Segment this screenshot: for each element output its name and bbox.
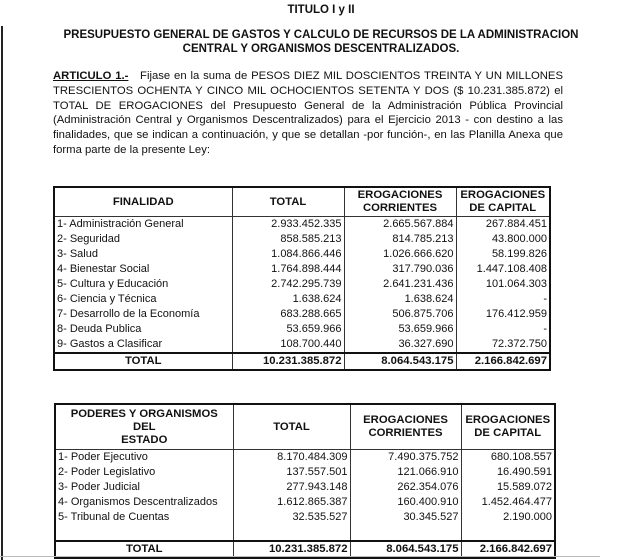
cell-corrientes: 7.490.375.752 [350, 450, 461, 466]
page-edge-rule [1, 26, 3, 560]
cell-name: 4- Bienestar Social [54, 262, 232, 277]
header-line: PODERES Y ORGANISMOS DEL [70, 407, 218, 433]
cell-name: 9- Gastos a Clasificar [54, 337, 232, 353]
header-erogaciones-corrientes [350, 404, 461, 450]
table-row [55, 480, 555, 495]
table-row [55, 495, 555, 510]
header-line: EROGACIONES [363, 414, 448, 426]
cell-total: 277.943.148 [233, 480, 350, 495]
cell-name: 2- Seguridad [54, 232, 232, 247]
cell-corrientes: 506.875.706 [344, 307, 456, 322]
cell-name: 3- Salud [54, 247, 232, 262]
cell-corrientes: 317.790.036 [344, 262, 456, 277]
header-line: DE CAPITAL [474, 427, 542, 439]
cell-name: 1- Poder Ejecutivo [55, 450, 233, 466]
page-bottom-rule [0, 556, 600, 557]
header-line: ESTADO [121, 433, 168, 446]
header-total: TOTAL [232, 187, 344, 217]
total-total: 10.231.385.872 [233, 541, 350, 558]
empty-cell [55, 525, 233, 541]
table-header-row [55, 404, 555, 450]
header-erogaciones-corrientes [344, 187, 456, 217]
finalidad-table [53, 186, 551, 371]
table-row [54, 262, 550, 277]
cell-capital: 101.064.303 [456, 277, 550, 292]
cell-total: 1.638.624 [232, 292, 344, 307]
cell-corrientes: 53.659.966 [344, 322, 456, 337]
cell-capital: 43.800.000 [456, 232, 550, 247]
table-row [54, 232, 550, 247]
document-subtitle [40, 28, 602, 56]
subtitle-line-1: PRESUPUESTO GENERAL DE GASTOS Y CALCULO DE RECURSOS DE LA ADMINISTRACION [63, 29, 579, 41]
cell-name: 8- Deuda Publica [54, 322, 232, 337]
cell-corrientes: 814.785.213 [344, 232, 456, 247]
cell-total: 53.659.966 [232, 322, 344, 337]
cell-total: 858.585.213 [232, 232, 344, 247]
empty-cell [233, 525, 350, 541]
table-row [54, 277, 550, 292]
cell-capital: 1.447.108.408 [456, 262, 550, 277]
cell-name: 1- Administración General [54, 217, 232, 233]
document-title: TITULO I y II [287, 4, 355, 16]
cell-total: 683.288.665 [232, 307, 344, 322]
cell-capital: 16.490.591 [461, 465, 555, 480]
table-row [54, 292, 550, 307]
total-corrientes: 8.064.543.175 [350, 541, 461, 558]
cell-name: 4- Organismos Descentralizados [55, 495, 233, 510]
article-label: ARTICULO 1.- [53, 70, 129, 82]
total-capital: 2.166.842.697 [461, 541, 555, 558]
table-row [55, 510, 555, 525]
table-row [54, 217, 550, 233]
cell-total: 32.535.527 [233, 510, 350, 525]
total-corrientes: 8.064.543.175 [344, 353, 456, 370]
cell-total: 1.764.898.444 [232, 262, 344, 277]
cell-name: 6- Ciencia y Técnica [54, 292, 232, 307]
cell-corrientes: 262.354.076 [350, 480, 461, 495]
total-capital: 2.166.842.697 [456, 353, 550, 370]
cell-name: 3- Poder Judicial [55, 480, 233, 495]
cell-capital: 176.412.959 [456, 307, 550, 322]
cell-capital: 58.199.826 [456, 247, 550, 262]
cell-capital: 680.108.557 [461, 450, 555, 466]
article-1-paragraph [53, 69, 563, 158]
cell-corrientes: 36.327.690 [344, 337, 456, 353]
header-total: TOTAL [233, 404, 350, 450]
total-total: 10.231.385.872 [232, 353, 344, 370]
table-header-row [54, 187, 550, 217]
cell-corrientes: 1.026.666.620 [344, 247, 456, 262]
cell-name: 2- Poder Legislativo [55, 465, 233, 480]
table-spacer-row [55, 525, 555, 541]
table-row [54, 247, 550, 262]
empty-cell [461, 525, 555, 541]
subtitle-line-2: CENTRAL Y ORGANISMOS DESCENTRALIZADOS. [182, 43, 460, 55]
cell-name: 5- Cultura y Educación [54, 277, 232, 292]
total-label: TOTAL [55, 541, 233, 558]
cell-name: 7- Desarrollo de la Economía [54, 307, 232, 322]
cell-total: 1.084.866.446 [232, 247, 344, 262]
header-erogaciones-capital [456, 187, 550, 217]
cell-total: 2.742.295.739 [232, 277, 344, 292]
header-line: EROGACIONES [465, 414, 551, 426]
cell-corrientes: 160.400.910 [350, 495, 461, 510]
cell-total: 137.557.501 [233, 465, 350, 480]
header-line: CORRIENTES [368, 427, 443, 439]
cell-total: 108.700.440 [232, 337, 344, 353]
table-row [55, 450, 555, 466]
header-line: DE CAPITAL [469, 202, 537, 214]
poderes-table [54, 403, 556, 559]
header-erogaciones-capital [461, 404, 555, 450]
cell-capital: 2.190.000 [461, 510, 555, 525]
header-line: EROGACIONES [460, 189, 546, 201]
empty-cell [350, 525, 461, 541]
table-row [55, 465, 555, 480]
table-total-row [54, 353, 550, 370]
cell-corrientes: 1.638.624 [344, 292, 456, 307]
cell-corrientes: 121.066.910 [350, 465, 461, 480]
cell-corrientes: 30.345.527 [350, 510, 461, 525]
cell-capital: - [456, 292, 550, 307]
header-finalidad: FINALIDAD [54, 187, 232, 217]
cell-total: 8.170.484.309 [233, 450, 350, 466]
cell-total: 1.612.865.387 [233, 495, 350, 510]
cell-corrientes: 2.641.231.436 [344, 277, 456, 292]
cell-corrientes: 2.665.567.884 [344, 217, 456, 233]
cell-capital: - [456, 322, 550, 337]
table-row [54, 337, 550, 353]
cell-capital: 15.589.072 [461, 480, 555, 495]
article-text: Fijase en la suma de PESOS DIEZ MIL DOSCIENTOS TREINTA Y UN MILLONES TRESCIENTOS OCHENTA Y CINCO MIL OCHOCIENTOS SETENTA Y DOS ($ 10.231.385.872) el TOTAL DE EROGACIONES del Presupuesto General de la Administración Pública Provincial (Administración Central y Organismos Descentralizados) para el Ejercicio 2013 - con destino a las finalidades, que se indican a continuación, y que se detallan -por función-, en las Planilla Anexa que forma parte de la presente Ley: [53, 70, 563, 156]
table-row [54, 307, 550, 322]
cell-capital: 267.884.451 [456, 217, 550, 233]
header-line: CORRIENTES [362, 202, 438, 214]
total-label: TOTAL [54, 353, 232, 370]
header-line: EROGACIONES [357, 189, 443, 201]
table-row [54, 322, 550, 337]
cell-total: 2.933.452.335 [232, 217, 344, 233]
header-poderes [55, 404, 233, 450]
cell-capital: 1.452.464.477 [461, 495, 555, 510]
cell-capital: 72.372.750 [456, 337, 550, 353]
cell-name: 5- Tribunal de Cuentas [55, 510, 233, 525]
